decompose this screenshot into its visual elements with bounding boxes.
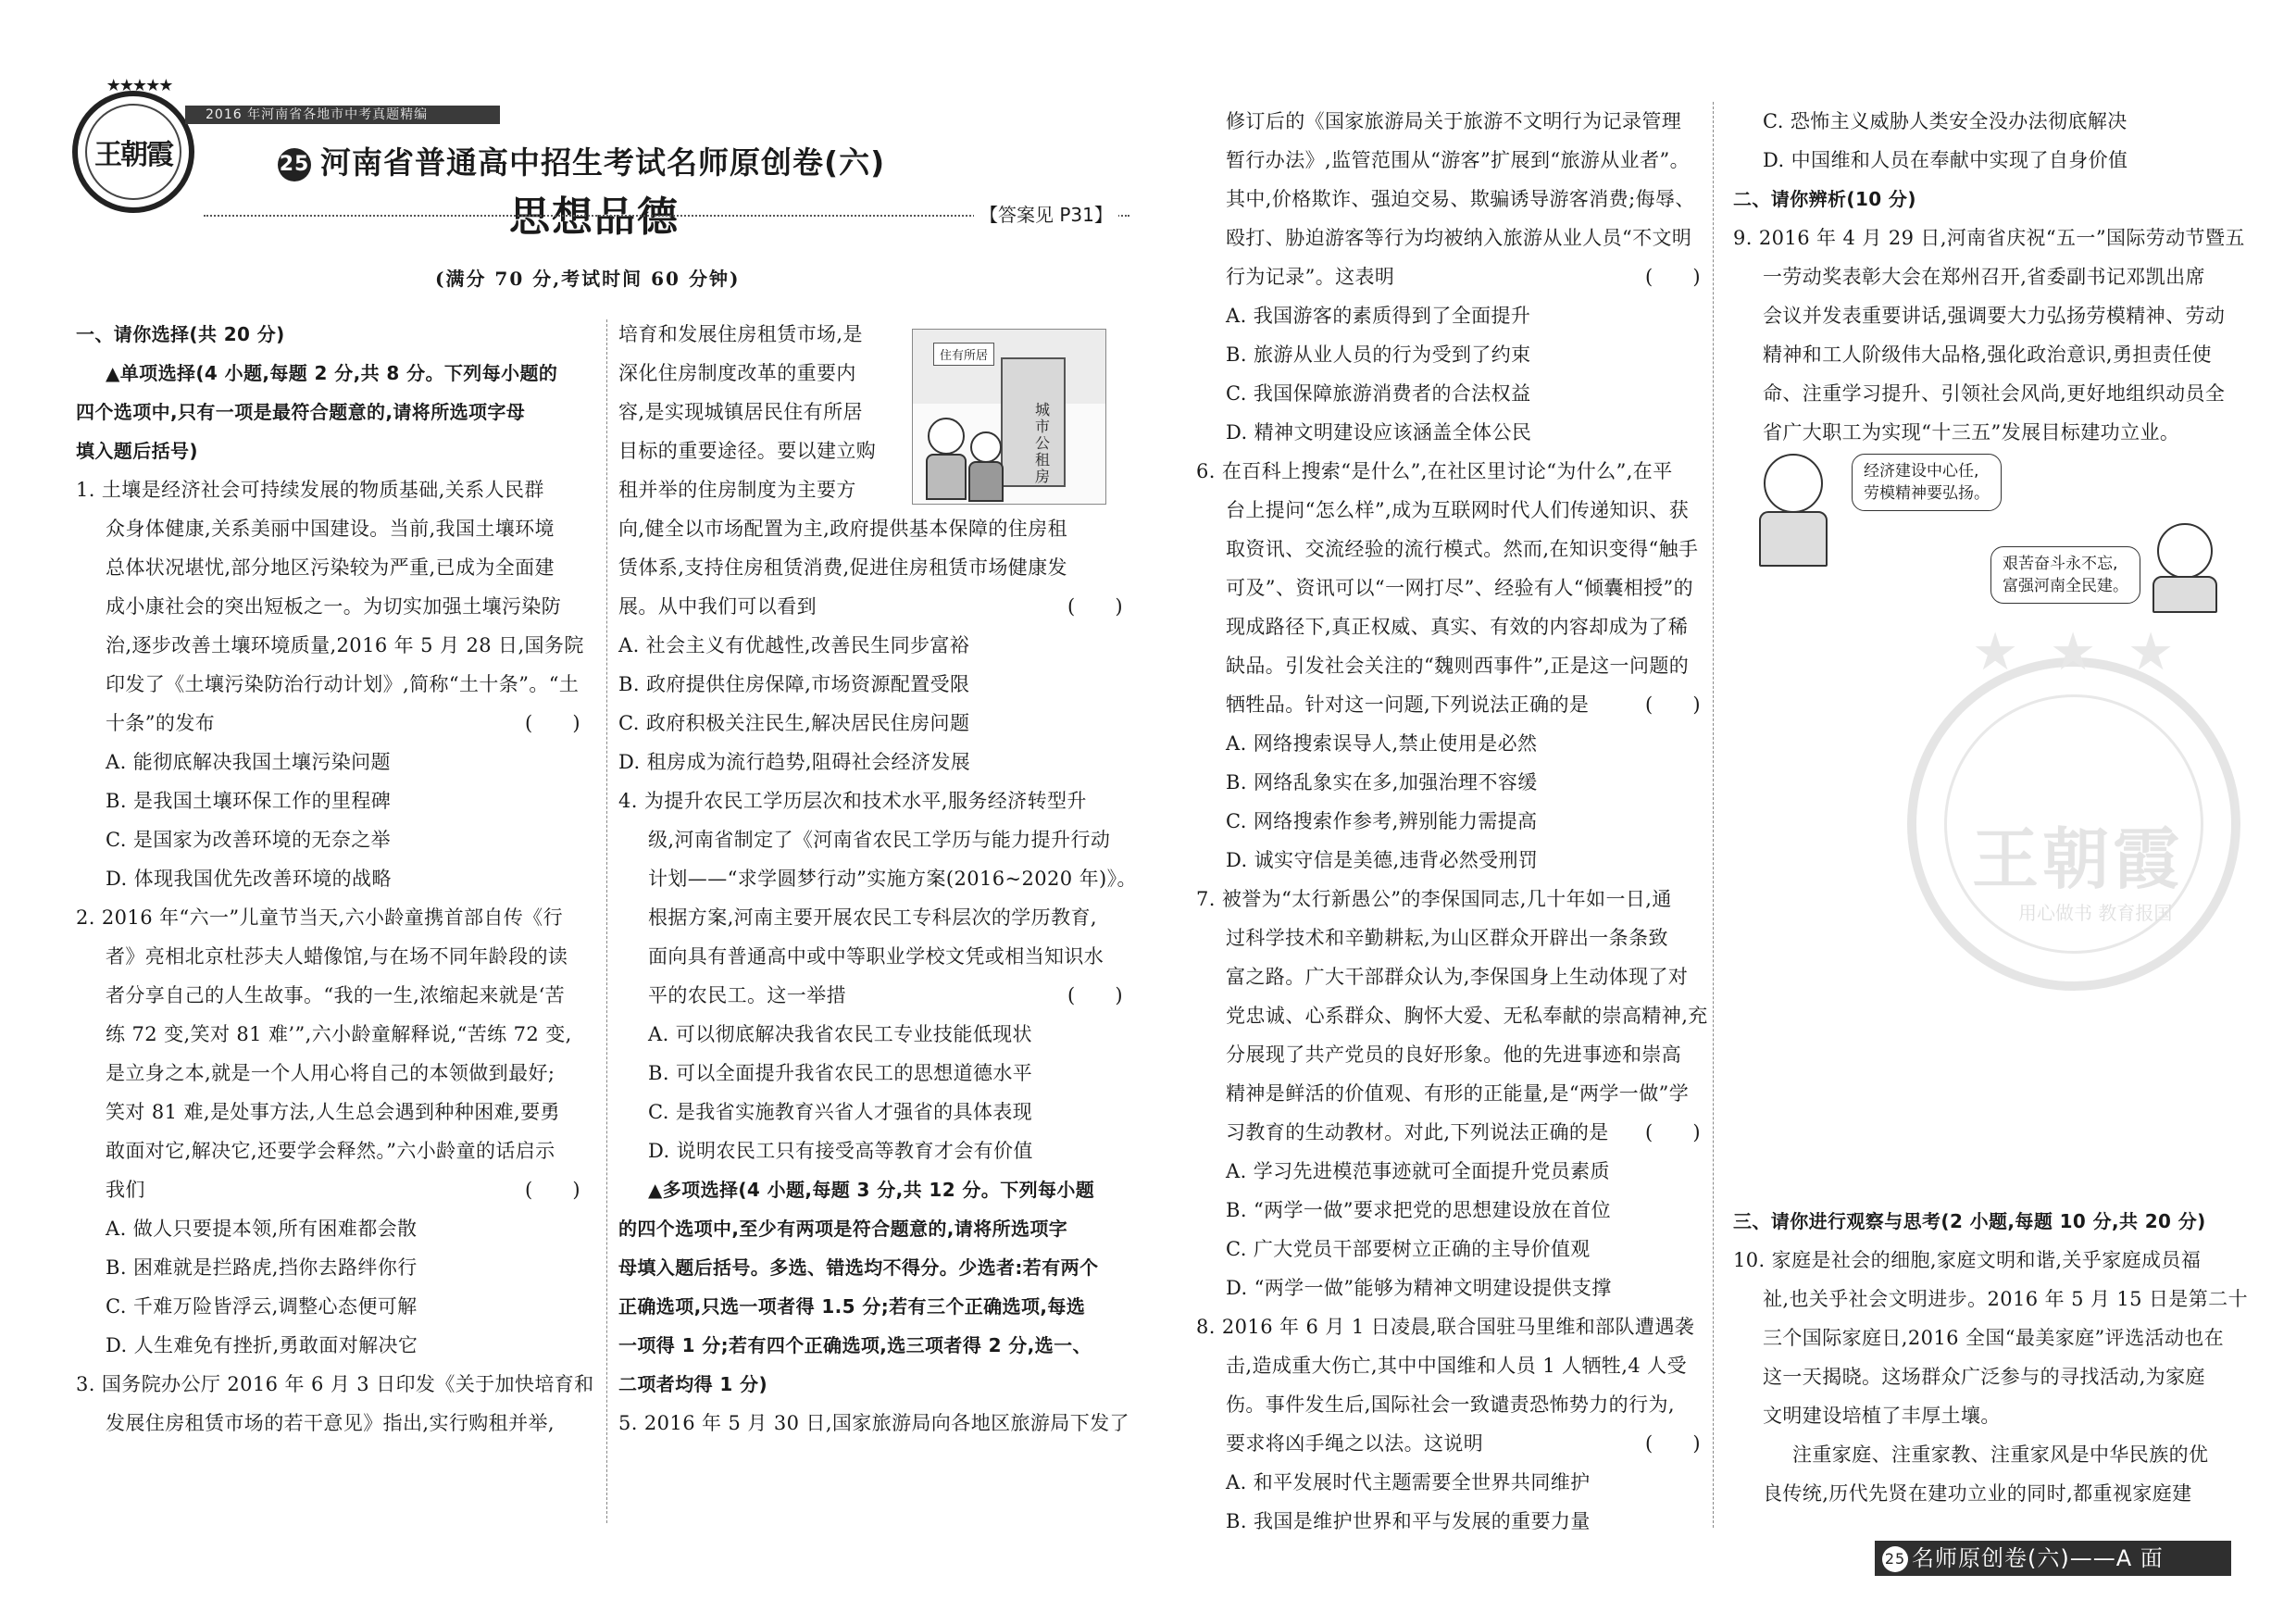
text-line [618, 976, 1123, 1015]
text-line-content: 二、请你辨析(10 分) [1733, 188, 1916, 210]
text-line-content: 文明建设培植了丰厚土壤。 [1763, 1405, 2001, 1427]
text-line [76, 937, 580, 976]
text-line-content: A. 可以彻底解决我省农民工专业技能低现状 [648, 1023, 1032, 1045]
series-banner: 2016 年河南省各地市中考真题精编 [185, 106, 500, 124]
text-line-content: 省广大职工为实现“十三五”发展目标建功立业。 [1763, 421, 2180, 444]
text-line [1196, 802, 1701, 841]
text-line-content: C. 政府积极关注民生,解决居民住房问题 [618, 712, 970, 734]
text-line-content: D. 说明农民工只有接受高等教育才会有价值 [648, 1140, 1033, 1162]
text-line-content: 笑对 81 难,是处事方法,人生总会遇到种种困难,要勇 [106, 1101, 560, 1123]
text-line-content: 敢面对它,解决它,还要学会释然。”六小龄童的话启示 [106, 1140, 555, 1162]
text-line-content: 1. 土壤是经济社会可持续发展的物质基础,关系人民群 [76, 479, 544, 501]
text-line [76, 1015, 580, 1054]
text-line [76, 665, 580, 704]
subject-title: 思想品德 [509, 194, 680, 241]
text-line [76, 859, 580, 898]
text-line-content: C. 恐怖主义威胁人类安全没办法彻底解决 [1763, 110, 2128, 132]
page-footer [1875, 1541, 2231, 1576]
logo-stars-icon: ★★★★★ [106, 76, 172, 95]
text-line [1196, 996, 1708, 1035]
text-line [1196, 219, 1701, 257]
text-line-content: D. 诚实守信是美德,违背必然受刑罚 [1226, 849, 1539, 871]
text-line [618, 1015, 1123, 1054]
column-divider [606, 319, 607, 1523]
text-line-content: 培育和发展住房租赁市场,是 [618, 323, 863, 345]
text-line [1196, 841, 1701, 880]
text-line-content: 伤。事件发生后,国际社会一致谴责恐怖势力的行为, [1226, 1393, 1675, 1416]
text-line [618, 665, 1123, 704]
text-line-content: 8. 2016 年 6 月 1 日凌晨,联合国驻马里维和部队遭遇袭 [1196, 1316, 1695, 1338]
text-line [1196, 452, 1701, 491]
text-line [1733, 102, 2238, 141]
text-line [618, 315, 896, 354]
answer-bracket[interactable]: ( ) [1067, 595, 1123, 618]
text-line-content: 面向具有普通高中或中等职业学校文凭或相当知识水 [648, 945, 1104, 968]
text-line-content: 修订后的《国家旅游局关于旅游不文明行为记录管理 [1226, 110, 1682, 132]
text-line-content: D. “两学一做”能够为精神文明建设提供支撑 [1226, 1277, 1612, 1299]
text-line [1196, 296, 1701, 335]
text-line [1733, 374, 2238, 413]
text-line [1196, 335, 1701, 374]
text-line [1733, 335, 2238, 374]
text-line [1733, 1241, 2238, 1280]
text-line-content: 6. 在百科上搜索“是什么”,在社区里讨论“为什么”,在平 [1196, 460, 1673, 482]
text-line [618, 1131, 1123, 1170]
text-line-content: 4. 为提升农民工学历层次和技术水平,服务经济转型升 [618, 790, 1087, 812]
text-line-content: D. 中国维和人员在奉献中实现了自身价值 [1763, 149, 2128, 171]
watermark-seal [1907, 622, 2240, 991]
text-line-content: 成小康社会的突出短板之一。为切实加强土壤污染防 [106, 595, 562, 618]
text-line-content: 7. 被誉为“太行新愚公”的李保国同志,几十年如一日,通 [1196, 888, 1672, 910]
text-line [1196, 141, 1701, 180]
column-4-bottom [1733, 1202, 2248, 1513]
text-line-content: 众身体健康,关系美丽中国建设。当前,我国土壤环境 [106, 518, 555, 540]
text-line [618, 859, 1137, 898]
text-line-content: D. 租房成为流行趋势,阻碍社会经济发展 [618, 751, 971, 773]
text-line-content: A. 做人只要提本领,所有困难都会散 [106, 1218, 418, 1240]
text-line [76, 509, 580, 548]
text-line [618, 587, 1123, 626]
paper-title-text: 河南省普通高中招生考试名师原创卷(六) [320, 144, 886, 181]
text-line [1196, 1074, 1701, 1113]
text-line [618, 431, 896, 470]
text-line-content: 三个国际家庭日,2016 全国“最美家庭”评选活动也在 [1763, 1327, 2225, 1349]
text-line-content: 我们 [106, 1179, 145, 1201]
text-line [1733, 219, 2245, 257]
text-line-content: D. 人生难免有挫折,勇敢面对解决它 [106, 1334, 418, 1356]
text-line [76, 548, 580, 587]
text-line-content: 祉,也关乎社会文明进步。2016 年 5 月 15 日是第二十 [1763, 1288, 2248, 1310]
text-line-content: 向,健全以市场配置为主,政府提供基本保障的住房租 [618, 518, 1067, 540]
text-line-content: 10. 家庭是社会的细胞,家庭文明和谐,关乎家庭成员福 [1733, 1249, 2202, 1271]
text-line [1733, 1318, 2238, 1357]
text-line [618, 937, 1123, 976]
person-icon [970, 431, 1002, 463]
text-line [1196, 1152, 1701, 1191]
text-line [1196, 1191, 1701, 1230]
text-line [76, 470, 580, 509]
text-line [618, 1093, 1123, 1131]
text-line [1196, 374, 1701, 413]
text-line [76, 1287, 580, 1326]
text-line [1196, 102, 1701, 141]
text-line-content: 分展现了共产党员的良好形象。他的先进事迹和崇高 [1226, 1043, 1682, 1066]
answer-bracket[interactable]: ( ) [525, 712, 580, 734]
text-line-content: C. 是我省实施教育兴省人才强省的具体表现 [648, 1101, 1033, 1123]
text-line [1196, 413, 1701, 452]
text-line-content: 容,是实现城镇居民住有所居 [618, 401, 863, 423]
text-line [618, 548, 1123, 587]
text-line-content: C. 千难万险皆浮云,调整心态便可解 [106, 1295, 418, 1318]
watermark-name: 王朝霞 [1972, 819, 2184, 898]
text-line [618, 1054, 1123, 1093]
text-line [1196, 646, 1701, 685]
paper-title [278, 139, 885, 182]
text-line-content: D. 体现我国优先改善环境的战略 [106, 868, 392, 890]
text-line-content: B. 旅游从业人员的行为受到了约束 [1226, 344, 1531, 366]
paper-number-badge: 25 [278, 148, 311, 181]
logo-text: 王朝霞 [94, 139, 172, 171]
text-line-content: B. 困难就是拦路虎,挡你去路绊你行 [106, 1256, 418, 1279]
text-line [76, 704, 580, 743]
text-line-content: 这一天揭晓。这场群众广泛参与的寻找活动,为家庭 [1763, 1366, 2205, 1388]
column-1 [76, 315, 594, 1443]
text-line-content: 富之路。广大干部群众认为,李保国身上生动体现了对 [1226, 966, 1689, 988]
text-line [618, 1287, 1123, 1326]
text-line [1196, 1346, 1701, 1385]
text-line-content: C. 广大党员干部要树立正确的主导价值观 [1226, 1238, 1591, 1260]
text-line-content: 要求将凶手绳之以法。这说明 [1226, 1432, 1484, 1455]
text-line-content: C. 是国家为改善环境的无奈之举 [106, 829, 392, 851]
text-line [1733, 1202, 2238, 1241]
text-line [1196, 1113, 1701, 1152]
text-line-content: 会议并发表重要讲话,强调要大力弘扬劳模精神、劳动 [1763, 305, 2226, 327]
text-line-content: 一、请你选择(共 20 分) [76, 323, 285, 345]
text-line-content: A. 社会主义有优越性,改善民生同步富裕 [618, 634, 970, 656]
text-line-content: ▲多项选择(4 小题,每题 3 分,共 12 分。下列每小题 [648, 1179, 1095, 1201]
text-line-content: ▲单项选择(4 小题,每题 2 分,共 8 分。下列每小题的 [106, 362, 558, 384]
text-line-content: B. 政府提供住房保障,市场资源配置受限 [618, 673, 970, 695]
text-line [1196, 880, 1701, 918]
text-line [1196, 918, 1701, 957]
text-line [618, 1365, 1123, 1404]
text-line-content: 其中,价格欺诈、强迫交易、欺骗诱导游客消费;侮辱、 [1226, 188, 1695, 210]
text-line-content: 十条”的发布 [106, 712, 216, 734]
answer-bracket[interactable]: ( ) [1067, 984, 1123, 1006]
text-line [76, 431, 580, 470]
text-line-content: 填入题后括号) [76, 440, 198, 462]
text-line-content: 治,逐步改善土壤环境质量,2016 年 5 月 28 日,国务院 [106, 634, 584, 656]
text-line-content: A. 能彻底解决我国土壤污染问题 [106, 751, 391, 773]
text-line-content: 级,河南省制定了《河南省农民工学历与能力提升行动 [648, 829, 1111, 851]
column-divider [1713, 102, 1714, 1528]
text-line-content: B. 可以全面提升我省农民工的思想道德水平 [648, 1062, 1033, 1084]
text-line-content: 四个选项中,只有一项是最符合题意的,请将所选项字母 [76, 401, 526, 423]
text-line [1196, 257, 1701, 296]
answer-bracket[interactable]: ( ) [1645, 266, 1701, 288]
text-line-content: 殴打、胁迫游客等行为均被纳入旅游从业人员“不文明 [1226, 227, 1692, 249]
text-line [618, 704, 1123, 743]
text-line [1196, 1268, 1701, 1307]
exam-info: (满分 70 分,考试时间 60 分钟) [435, 268, 741, 290]
text-line [1196, 530, 1701, 569]
person-icon [928, 418, 965, 455]
text-line [1733, 1357, 2238, 1396]
text-line-content: 台上提问“怎么样”,成为互联网时代人们传递知识、获 [1226, 499, 1690, 521]
text-line [1196, 1230, 1701, 1268]
text-line [1733, 1280, 2248, 1318]
text-line-content: 总体状况堪忧,部分地区污染较为严重,已成为全面建 [106, 556, 555, 579]
text-line [618, 393, 896, 431]
text-line-content: 目标的重要途径。要以建立购 [618, 440, 877, 462]
text-line-content: 取资讯、交流经验的流行模式。然而,在知识变得“触手 [1226, 538, 1699, 560]
text-line [1196, 1463, 1701, 1502]
text-line [76, 587, 580, 626]
text-line-content: 发展住房租赁市场的若干意见》指出,实行购租并举, [106, 1412, 555, 1434]
text-line [1196, 1424, 1701, 1463]
text-line-content: 缺品。引发社会关注的“魏则西事件”,正是这一问题的 [1226, 655, 1690, 677]
text-line-content: 精神和工人阶级伟大品格,强化政治意识,勇担责任使 [1763, 344, 2212, 366]
text-line [618, 1209, 1123, 1248]
text-line-content: 现成路径下,真正权威、真实、有效的内容却成为了稀 [1226, 616, 1689, 638]
text-line-content: 可及”、资讯可以“一网打尽”、经验有人“倾囊相授”的 [1226, 577, 1694, 599]
cartoon-sign: 住有所居 [933, 343, 994, 366]
text-line-content: B. 网络乱象实在多,加强治理不容缓 [1226, 771, 1538, 794]
text-line-content: A. 学习先进模范事迹就可全面提升党员素质 [1226, 1160, 1610, 1182]
text-line [76, 1209, 580, 1248]
answer-bracket[interactable]: ( ) [1645, 1432, 1701, 1455]
watermark-motto: 用心做书 教育报国 [2018, 902, 2173, 924]
text-line [1196, 724, 1701, 763]
text-line-content: 深化住房制度改革的重要内 [618, 362, 856, 384]
text-line [76, 393, 580, 431]
text-line [1196, 607, 1701, 646]
text-line [76, 315, 580, 354]
text-line-content: 租并举的住房制度为主要方 [618, 479, 856, 501]
text-line [76, 626, 584, 665]
text-line-content: 的四个选项中,至少有两项是符合题意的,请将所选项字 [618, 1218, 1068, 1240]
text-line [76, 1054, 580, 1093]
text-line [1733, 296, 2238, 335]
column-4-top [1733, 102, 2245, 452]
text-line [1733, 257, 2238, 296]
footer-number-badge: 25 [1882, 1546, 1908, 1572]
text-line [76, 1326, 580, 1365]
text-line-content: 精神是鲜活的价值观、有形的正能量,是“两学一做”学 [1226, 1082, 1690, 1105]
text-line [1733, 141, 2238, 180]
text-line [1196, 569, 1701, 607]
text-line-content: 命、注重学习提升、引领社会风尚,更好地组织动员全 [1763, 382, 2226, 405]
text-line [1196, 685, 1701, 724]
text-line-content: 者分享自己的人生故事。“我的一生,浓缩起来就是‘苦 [106, 984, 566, 1006]
text-line [76, 781, 580, 820]
footer-label: 名师原创卷(六)——A 面 [1912, 1545, 2164, 1571]
text-line [76, 1404, 580, 1443]
text-line-content: 平的农民工。这一举措 [648, 984, 846, 1006]
text-line [1196, 180, 1701, 219]
text-line-content: 注重家庭、注重家教、注重家风是中华民族的优 [1792, 1443, 2209, 1466]
text-line [1196, 957, 1701, 996]
text-line-content: 赁体系,支持住房租赁消费,促进住房租赁市场健康发 [618, 556, 1067, 579]
text-line-content: 展。从中我们可以看到 [618, 595, 817, 618]
text-line-content: A. 网络搜索误导人,禁止使用是必然 [1226, 732, 1538, 755]
text-line-content: 练 72 变,笑对 81 难’”,六小龄童解释说,“苦练 72 变, [106, 1023, 572, 1045]
text-line [618, 820, 1123, 859]
text-line [618, 626, 1123, 665]
text-line-content: 行为记录”。这表明 [1226, 266, 1395, 288]
text-line-content: 击,造成重大伤亡,其中中国维和人员 1 人牺牲,4 人受 [1226, 1355, 1687, 1377]
answer-bracket[interactable]: ( ) [1645, 1121, 1701, 1143]
girl-icon [1764, 454, 1823, 513]
text-line-content: 根据方案,河南主要开展农民工专科层次的学历教育, [648, 906, 1097, 929]
text-line-content: 党忠诚、心系群众、胸怀大爱、无私奉献的崇高精神,充 [1226, 1005, 1708, 1027]
text-line-content: 三、请你进行观察与思考(2 小题,每题 10 分,共 20 分) [1733, 1210, 2206, 1232]
building-label: 城市公租房 [1035, 401, 1051, 485]
text-line [76, 820, 580, 859]
text-line [1196, 1385, 1701, 1424]
text-line-content: 3. 国务院办公厅 2016 年 6 月 3 日印发《关于加快培育和 [76, 1373, 594, 1395]
text-line [618, 898, 1123, 937]
text-line [618, 354, 896, 393]
text-line [618, 781, 1123, 820]
text-line-content: C. 我国保障旅游消费者的合法权益 [1226, 382, 1531, 405]
text-line [1196, 1035, 1701, 1074]
text-line-content: D. 精神文明建设应该涵盖全体公民 [1226, 421, 1532, 444]
text-line [76, 1170, 580, 1209]
text-line [618, 1248, 1123, 1287]
text-line [76, 1131, 580, 1170]
text-line [1733, 1474, 2238, 1513]
text-line-content: 2. 2016 年“六一”儿童节当天,六小龄童携首部自传《行 [76, 906, 563, 929]
text-line [1196, 1307, 1701, 1346]
text-line [76, 976, 580, 1015]
text-line [618, 743, 1123, 781]
text-line-content: 一项得 1 分;若有四个正确选项,选三项者得 2 分,选一、 [618, 1334, 1092, 1356]
text-line-content: 一劳动奖表彰大会在郑州召开,省委副书记邓凯出席 [1763, 266, 2205, 288]
text-line-content: 者》亮相北京杜莎夫人蜡像馆,与在场不同年龄段的读 [106, 945, 568, 968]
text-line [76, 898, 580, 937]
text-line-content: 5. 2016 年 5 月 30 日,国家旅游局向各地区旅游局下发了 [618, 1412, 1129, 1434]
text-line [76, 1093, 580, 1131]
brand-logo [72, 76, 194, 213]
text-line [1196, 1502, 1701, 1541]
text-line [618, 1326, 1123, 1365]
girl-speech-bubble: 经济建设中心任, 劳模精神要弘扬。 [1852, 454, 2002, 511]
answer-bracket[interactable]: ( ) [525, 1179, 580, 1201]
text-line [618, 470, 896, 509]
boy-icon [2157, 523, 2213, 579]
text-line [1733, 1396, 2238, 1435]
text-line-content: 二项者均得 1 分) [618, 1373, 767, 1395]
text-line-content: 牺牲品。针对这一问题,下列说法正确的是 [1226, 694, 1590, 716]
text-line-content: 正确选项,只选一项者得 1.5 分;若有三个正确选项,每选 [618, 1295, 1086, 1318]
boy-speech-bubble: 艰苦奋斗永不忘, 富强河南全民建。 [1990, 546, 2140, 604]
text-line [76, 1365, 594, 1404]
text-line [1733, 180, 2238, 219]
text-line [1196, 763, 1701, 802]
text-line [618, 1404, 1129, 1443]
text-line-content: B. 我国是维护世界和平与发展的重要力量 [1226, 1510, 1591, 1532]
text-line-content: 是立身之本,就是一个人用心将自己的本领做到最好; [106, 1062, 555, 1084]
watermark-stars-icon: ★ ★ ★ [1972, 622, 2182, 682]
text-line [618, 1170, 1123, 1209]
text-line [76, 354, 580, 393]
text-line [1733, 413, 2238, 452]
text-line-content: 印发了《土壤污染防治行动计划》,简称“土十条”。“土 [106, 673, 580, 695]
text-line [1733, 1435, 2238, 1474]
housing-cartoon [912, 329, 1106, 505]
text-line-content: 暂行办法》,监管范围从“游客”扩展到“旅游从业者”。 [1226, 149, 1691, 171]
text-line-content: A. 我国游客的素质得到了全面提升 [1226, 305, 1531, 327]
text-line-content: 9. 2016 年 4 月 29 日,河南省庆祝“五一”国际劳动节暨五 [1733, 227, 2245, 249]
text-line-content: 习教育的生动教材。对此,下列说法正确的是 [1226, 1121, 1609, 1143]
text-line [1196, 491, 1701, 530]
text-line-content: B. “两学一做”要求把党的思想建设放在首位 [1226, 1199, 1612, 1221]
text-line [76, 1248, 580, 1287]
text-line [76, 743, 580, 781]
text-line [618, 509, 1123, 548]
answer-bracket[interactable]: ( ) [1645, 694, 1701, 716]
text-line-content: 过科学技术和辛勤耕耘,为山区群众开辟出一条条致 [1226, 927, 1668, 949]
answer-reference: 【答案见 P31】 [974, 200, 1118, 227]
text-line-content: 计划——“求学圆梦行动”实施方案(2016~2020 年)》。 [648, 868, 1137, 890]
text-line-content: A. 和平发展时代主题需要全世界共同维护 [1226, 1471, 1591, 1493]
text-line-content: 良传统,历代先贤在建功立业的同时,都重视家庭建 [1763, 1482, 2192, 1505]
text-line-content: C. 网络搜索作参考,辨别能力需提高 [1226, 810, 1538, 832]
text-line-content: 母填入题后括号。多选、错选均不得分。少选者:若有两个 [618, 1256, 1099, 1279]
column-3 [1196, 102, 1708, 1541]
text-line-content: B. 是我国土壤环保工作的里程碑 [106, 790, 392, 812]
